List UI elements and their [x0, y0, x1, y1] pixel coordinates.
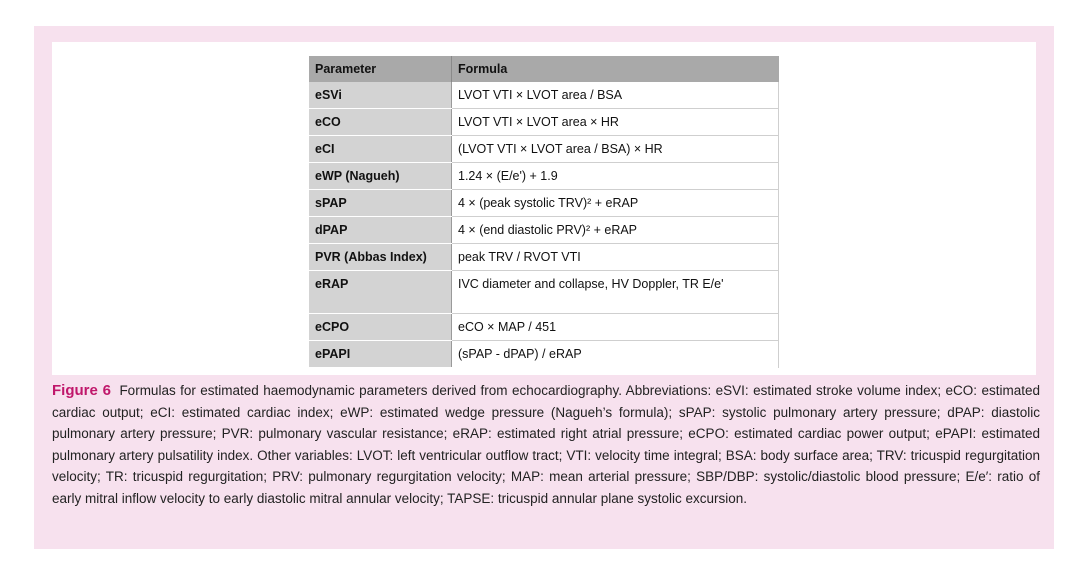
formula-cell: (sPAP - dPAP) / eRAP — [452, 341, 779, 368]
table-row — [309, 190, 779, 217]
table-row — [309, 136, 779, 163]
header-parameter: Parameter — [309, 56, 452, 82]
parameter-cell: eCO — [309, 109, 452, 136]
formula-cell: 1.24 × (E/e') + 1.9 — [452, 163, 779, 190]
table-row — [309, 109, 779, 136]
table-row — [309, 341, 779, 368]
formula-cell: LVOT VTI × LVOT area × HR — [452, 109, 779, 136]
formula-cell: LVOT VTI × LVOT area / BSA — [452, 82, 779, 109]
parameter-cell: ePAPI — [309, 341, 452, 368]
parameter-cell: sPAP — [309, 190, 452, 217]
parameter-cell: eCPO — [309, 314, 452, 341]
formula-cell: eCO × MAP / 451 — [452, 314, 779, 341]
table-row — [309, 244, 779, 271]
formula-table — [309, 56, 779, 368]
parameter-cell: PVR (Abbas Index) — [309, 244, 452, 271]
parameter-cell: eCI — [309, 136, 452, 163]
parameter-cell: eWP (Nagueh) — [309, 163, 452, 190]
formula-cell: 4 × (end diastolic PRV)² + eRAP — [452, 217, 779, 244]
parameter-cell: dPAP — [309, 217, 452, 244]
table-row — [309, 163, 779, 190]
figure-label: Figure 6 — [52, 382, 112, 399]
formula-cell: 4 × (peak systolic TRV)² + eRAP — [452, 190, 779, 217]
header-formula: Formula — [452, 56, 779, 82]
table-row — [309, 217, 779, 244]
parameter-cell: eSVi — [309, 82, 452, 109]
formula-cell: IVC diameter and collapse, HV Doppler, TR E/e' — [452, 271, 779, 314]
figure-panel — [34, 26, 1054, 549]
table-header-row — [309, 56, 779, 82]
table-row — [309, 314, 779, 341]
table-row — [309, 271, 779, 314]
table-row — [309, 82, 779, 109]
formula-cell: (LVOT VTI × LVOT area / BSA) × HR — [452, 136, 779, 163]
figure-body — [52, 42, 1036, 375]
figure-caption — [52, 380, 1040, 509]
caption-text: Formulas for estimated haemodynamic parameters derived from echocardiography. Abbreviations: eSVI: estimated stroke volume index; eCO: estimated cardiac output; eCI: estimated cardiac index; eWP: estimated wedge pressure (Nagueh’s formula); sPAP: systolic pulmonary artery pressure; dPAP: diastolic pulmonary artery pressure; PVR: pulmonary vascular resistance; eRAP: estimated right atrial pressure; eCPO: estimated cardiac power output; ePAPI: estimated pulmonary artery pulsatility index. Other variables: LVOT: left ventricular outflow tract; VTI: velocity time integral; BSA: body surface area; TRV: tricuspid regurgitation velocity; TR: tricuspid regurgitation; PRV: pulmonary regurgitation velocity; MAP: mean arterial pressure; SBP/DBP: systolic/diastolic blood pressure; E/e′: ratio of early mitral inflow velocity to early diastolic mitral annular velocity; TAPSE: tricuspid annular plane systolic excursion. — [52, 383, 1040, 506]
parameter-cell: eRAP — [309, 271, 452, 314]
formula-cell: peak TRV / RVOT VTI — [452, 244, 779, 271]
